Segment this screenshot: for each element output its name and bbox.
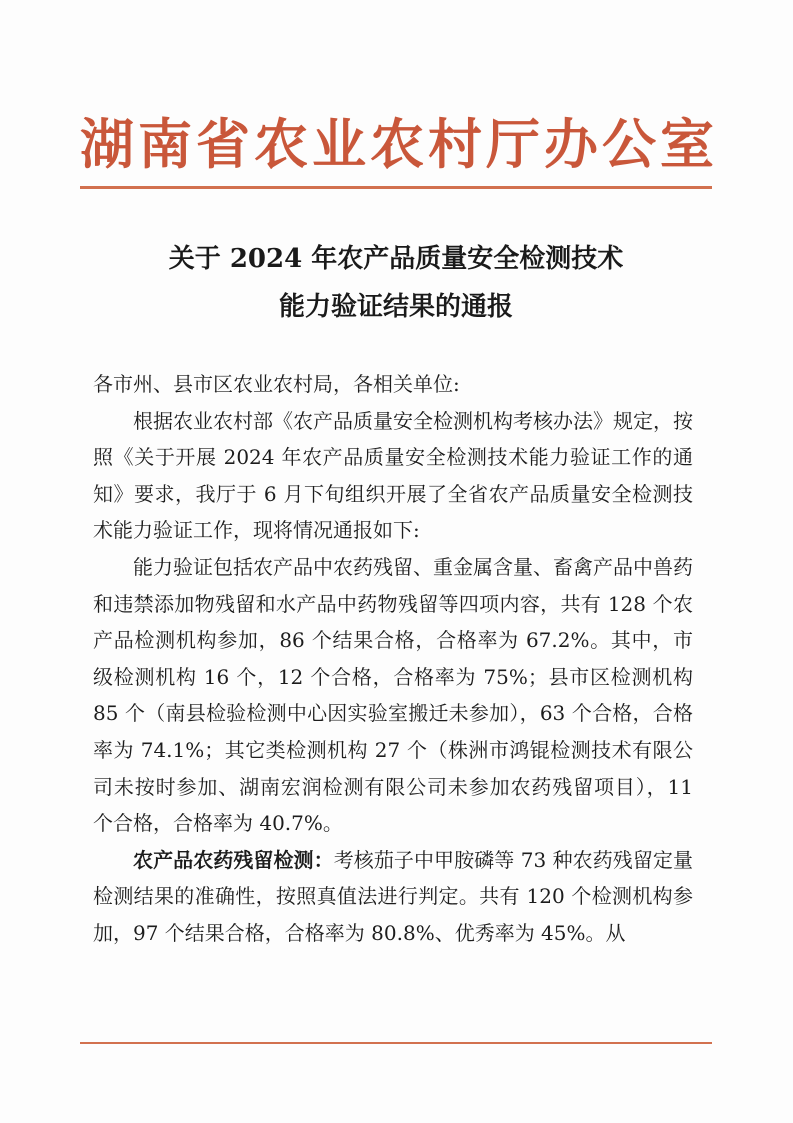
section-heading: 农产品农药残留检测： (133, 847, 334, 872)
document-body (93, 366, 693, 952)
paragraph-pesticide (93, 842, 693, 952)
section-text: 考核茄子中甲胺磷等 73 种农药残留定量检测结果的准确性，按照真值法进行判定。共有 120 个检测机构参加，97 个结果合格，合格率为 80.8%、优秀率为 45%。从 (93, 847, 694, 945)
paragraph-summary: 能力验证包括农产品中农药残留、重金属含量、畜禽产品中兽药和违禁添加物残留和水产品中药物残留等四项内容，共有 128 个农产品检测机构参加，86 个结果合格，合格率为 67.2%。其中，市级检测机构 16 个，12 个合格，合格率为 75%；县市区检测机构 85 个（南县检验检测中心因实验室搬迁未参加），63 个合格，合格率为 74.1%；其它类检测机构 27 个（株洲市鸿锟检测技术有限公司未按时参加、湖南宏润检测有限公司未参加农药残留项目），11 个合格，合格率为 40.7%。 (93, 554, 693, 836)
header-divider (80, 186, 712, 189)
footer-divider (80, 1042, 712, 1044)
issuer-header: 湖南省农业农村厅办公室 (80, 112, 718, 176)
paragraph-intro: 根据农业农村部《农产品质量安全检测机构考核办法》规定，按照《关于开展 2024 年农产品质量安全检测技术能力验证工作的通知》要求，我厅于 6 月下旬组织开展了全省农产品质量安全检测技术能力验证工作，现将情况通报如下: (93, 408, 693, 543)
document-title-line-2: 能力验证结果的通报 (278, 292, 513, 322)
salutation: 各市州、县市区农业农村局，各相关单位: (93, 372, 460, 396)
document-title-line-1: 关于 2024 年农产品质量安全检测技术 (168, 244, 624, 274)
